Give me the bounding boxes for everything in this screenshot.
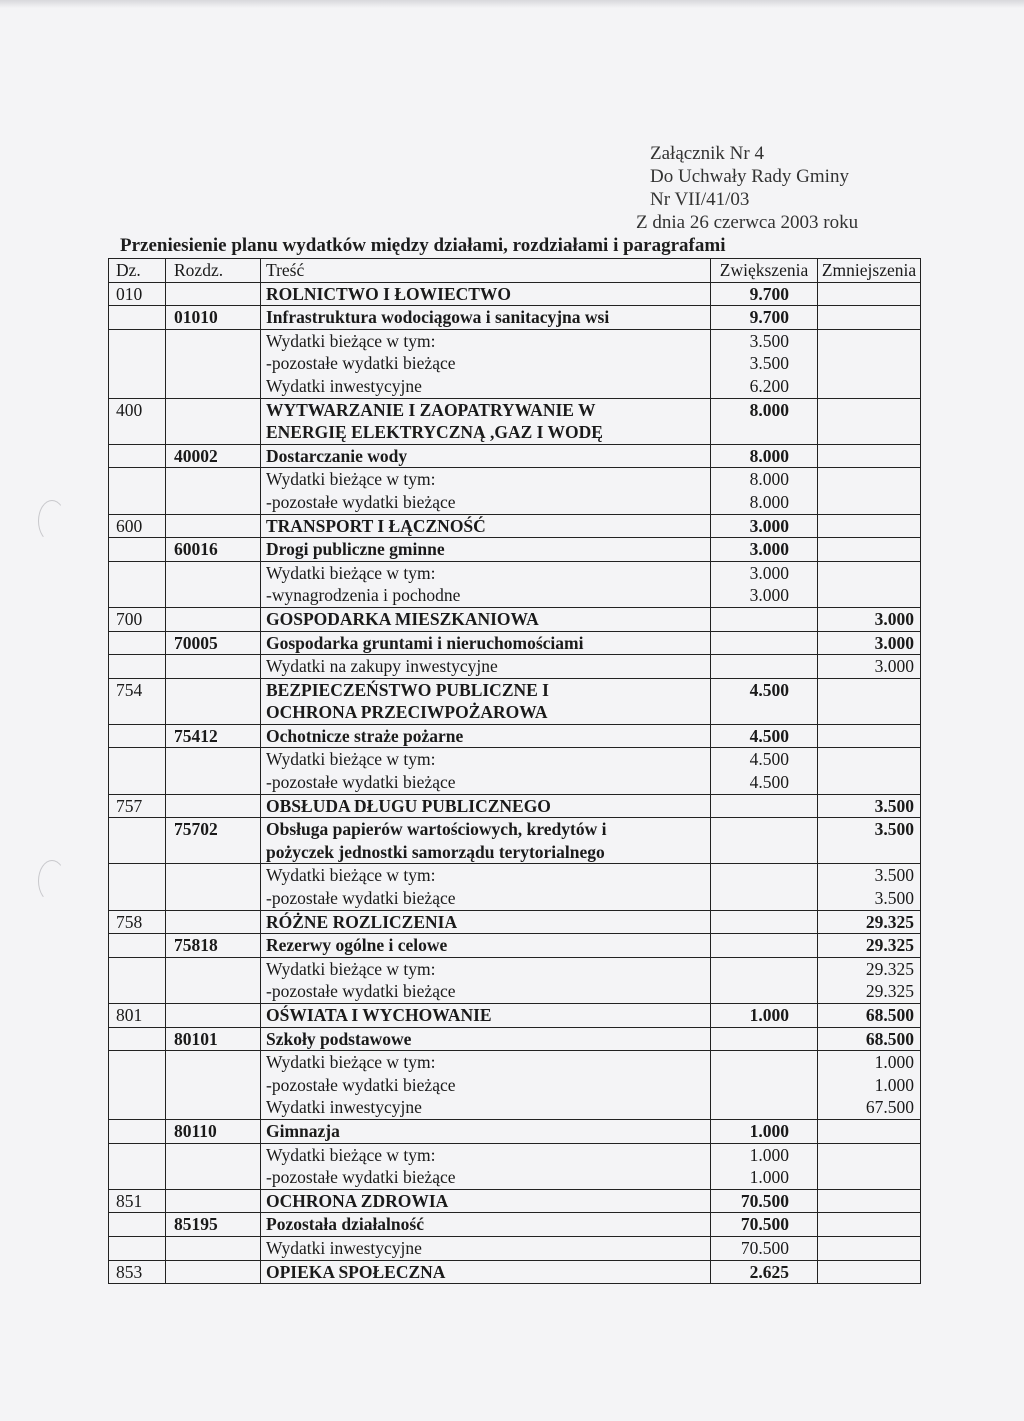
cell-zmniejszenia <box>818 538 921 562</box>
amount-line: 6.200 <box>749 375 789 396</box>
cell-zwiekszenia <box>711 329 818 398</box>
table-row <box>109 631 921 655</box>
cell-tresc <box>261 748 711 794</box>
column-header-tresc: Treść <box>261 259 711 283</box>
cell-dz <box>109 538 166 562</box>
tresc-line: Wydatki bieżące w tym: <box>266 958 436 979</box>
table-row <box>109 1213 921 1237</box>
cell-dz <box>109 1051 166 1120</box>
document-title: Przeniesienie planu wydatków między działami, rozdziałami i paragrafami <box>120 235 726 256</box>
cell-zmniejszenia <box>818 561 921 607</box>
amount-line: 4.500 <box>749 749 789 770</box>
cell-dz <box>109 468 166 514</box>
table-header-row <box>109 259 921 283</box>
cell-zwiekszenia: 3.000 <box>711 538 818 562</box>
cell-dz <box>109 631 166 655</box>
tresc-line: -pozostałe wydatki bieżące <box>266 491 456 512</box>
amount-line <box>823 352 914 375</box>
table-row <box>109 282 921 306</box>
cell-tresc <box>261 468 711 514</box>
cell-rozdz <box>166 282 261 306</box>
cell-tresc <box>261 957 711 1003</box>
cell-tresc <box>261 1027 711 1051</box>
cell-tresc <box>261 398 711 444</box>
cell-zmniejszenia <box>818 1051 921 1120</box>
tresc-line: Obsługa papierów wartościowych, kredytów i <box>266 819 607 840</box>
amount-line <box>716 655 789 678</box>
amount-line <box>823 375 914 398</box>
amount-line <box>823 491 914 514</box>
tresc-line: GOSPODARKA MIESZKANIOWA <box>266 608 539 629</box>
table-row <box>109 864 921 910</box>
cell-dz <box>109 748 166 794</box>
cell-tresc <box>261 329 711 398</box>
cell-zmniejszenia: 3.500 <box>818 818 921 864</box>
table-row <box>109 1236 921 1260</box>
tresc-line: Wydatki bieżące w tym: <box>266 749 436 770</box>
cell-zmniejszenia <box>818 655 921 679</box>
punch-hole-mark <box>38 860 66 902</box>
cell-tresc <box>261 444 711 468</box>
cell-dz: 010 <box>109 282 166 306</box>
amount-line <box>823 1166 914 1189</box>
cell-tresc <box>261 538 711 562</box>
tresc-line: Drogi publiczne gminne <box>266 539 445 560</box>
cell-tresc <box>261 910 711 934</box>
amount-line <box>716 1074 789 1097</box>
cell-rozdz <box>166 607 261 631</box>
cell-zmniejszenia <box>818 1213 921 1237</box>
cell-rozdz: 75412 <box>166 724 261 748</box>
cell-zmniejszenia: 68.500 <box>818 1027 921 1051</box>
amount-line <box>823 748 914 771</box>
table-row <box>109 444 921 468</box>
cell-zmniejszenia <box>818 306 921 330</box>
tresc-line: Wydatki inwestycyjne <box>266 375 422 396</box>
cell-tresc <box>261 607 711 631</box>
cell-zwiekszenia: 1.000 <box>711 1004 818 1028</box>
cell-zwiekszenia <box>711 607 818 631</box>
cell-dz <box>109 1143 166 1189</box>
header-line: Do Uchwały Rady Gminy <box>650 166 849 187</box>
attachment-header <box>626 142 858 234</box>
cell-tresc <box>261 1236 711 1260</box>
tresc-line: Wydatki bieżące w tym: <box>266 330 436 351</box>
tresc-line: OCHRONA ZDROWIA <box>266 1190 449 1211</box>
tresc-line: Szkoły podstawowe <box>266 1028 412 1049</box>
cell-zwiekszenia <box>711 655 818 679</box>
tresc-line: Gospodarka gruntami i nieruchomościami <box>266 632 584 653</box>
cell-dz <box>109 934 166 958</box>
cell-zwiekszenia: 4.500 <box>711 678 818 724</box>
tresc-line: WYTWARZANIE I ZAOPATRYWANIE W <box>266 399 596 420</box>
tresc-line: pożyczek jednostki samorządu terytorialnego <box>266 841 605 862</box>
cell-zwiekszenia <box>711 631 818 655</box>
tresc-line: RÓŻNE ROZLICZENIA <box>266 911 458 932</box>
amount-line <box>823 562 914 585</box>
table-row <box>109 934 921 958</box>
cell-zwiekszenia <box>711 794 818 818</box>
amount-line: 3.000 <box>749 562 789 583</box>
cell-zmniejszenia: 3.500 <box>818 794 921 818</box>
cell-zmniejszenia <box>818 724 921 748</box>
amount-line: 1.000 <box>874 1052 914 1073</box>
amount-line <box>716 980 789 1003</box>
cell-zwiekszenia: 2.625 <box>711 1260 818 1284</box>
amount-line: 3.500 <box>749 330 789 351</box>
cell-tresc <box>261 655 711 679</box>
cell-zwiekszenia <box>711 864 818 910</box>
table-row <box>109 678 921 724</box>
cell-zwiekszenia <box>711 1051 818 1120</box>
cell-zwiekszenia: 3.000 <box>711 514 818 538</box>
cell-tresc <box>261 306 711 330</box>
table-row <box>109 468 921 514</box>
cell-dz <box>109 655 166 679</box>
tresc-line: Wydatki na zakupy inwestycyjne <box>266 656 498 677</box>
cell-tresc <box>261 1260 711 1284</box>
cell-tresc <box>261 864 711 910</box>
cell-rozdz: 75818 <box>166 934 261 958</box>
table-row <box>109 1027 921 1051</box>
cell-dz <box>109 818 166 864</box>
cell-zwiekszenia <box>711 1027 818 1051</box>
cell-zmniejszenia <box>818 678 921 724</box>
cell-rozdz: 60016 <box>166 538 261 562</box>
cell-zwiekszenia <box>711 818 818 864</box>
cell-rozdz <box>166 329 261 398</box>
cell-tresc <box>261 934 711 958</box>
cell-rozdz <box>166 678 261 724</box>
table-row <box>109 1143 921 1189</box>
tresc-line: ROLNICTWO I ŁOWIECTWO <box>266 283 512 304</box>
cell-tresc <box>261 1119 711 1143</box>
table-row <box>109 724 921 748</box>
cell-rozdz <box>166 748 261 794</box>
cell-tresc <box>261 678 711 724</box>
cell-rozdz <box>166 655 261 679</box>
cell-dz <box>109 306 166 330</box>
amount-line: 4.500 <box>749 772 789 793</box>
cell-zmniejszenia <box>818 398 921 444</box>
cell-dz: 853 <box>109 1260 166 1284</box>
tresc-line: Wydatki bieżące w tym: <box>266 1052 436 1073</box>
cell-dz: 758 <box>109 910 166 934</box>
cell-rozdz: 85195 <box>166 1213 261 1237</box>
tresc-line: TRANSPORT I ŁĄCZNOŚĆ <box>266 515 486 536</box>
cell-tresc <box>261 631 711 655</box>
cell-zmniejszenia: 3.000 <box>818 607 921 631</box>
tresc-line: -pozostałe wydatki bieżące <box>266 1074 456 1095</box>
tresc-line: Dostarczanie wody <box>266 445 408 466</box>
cell-dz <box>109 561 166 607</box>
amount-line: 67.500 <box>865 1097 914 1118</box>
cell-zmniejszenia <box>818 1143 921 1189</box>
cell-zmniejszenia <box>818 1119 921 1143</box>
cell-dz <box>109 1236 166 1260</box>
cell-zmniejszenia: 68.500 <box>818 1004 921 1028</box>
tresc-line: Wydatki bieżące w tym: <box>266 1144 436 1165</box>
tresc-line: -pozostałe wydatki bieżące <box>266 981 456 1002</box>
cell-dz <box>109 329 166 398</box>
cell-rozdz <box>166 398 261 444</box>
cell-rozdz <box>166 1143 261 1189</box>
amount-line <box>823 1144 914 1167</box>
cell-rozdz: 70005 <box>166 631 261 655</box>
tresc-line: OBSŁUDA DŁUGU PUBLICZNEGO <box>266 795 551 816</box>
cell-zwiekszenia <box>711 934 818 958</box>
cell-dz <box>109 957 166 1003</box>
amount-line <box>823 1237 914 1260</box>
amount-line <box>716 864 789 887</box>
cell-rozdz <box>166 1189 261 1213</box>
cell-tresc <box>261 818 711 864</box>
cell-zmniejszenia <box>818 1236 921 1260</box>
cell-rozdz <box>166 1004 261 1028</box>
cell-zmniejszenia <box>818 329 921 398</box>
tresc-line: Wydatki bieżące w tym: <box>266 865 436 886</box>
tresc-line: -pozostałe wydatki bieżące <box>266 1167 456 1188</box>
cell-rozdz <box>166 561 261 607</box>
cell-dz: 801 <box>109 1004 166 1028</box>
cell-zmniejszenia <box>818 468 921 514</box>
cell-rozdz: 01010 <box>166 306 261 330</box>
cell-rozdz <box>166 794 261 818</box>
cell-zwiekszenia: 1.000 <box>711 1119 818 1143</box>
cell-zmniejszenia <box>818 444 921 468</box>
tresc-line: BEZPIECZEŃSTWO PUBLICZNE I <box>266 679 549 700</box>
cell-zmniejszenia <box>818 282 921 306</box>
cell-rozdz: 80101 <box>166 1027 261 1051</box>
cell-rozdz: 40002 <box>166 444 261 468</box>
table-row <box>109 957 921 1003</box>
cell-zmniejszenia <box>818 957 921 1003</box>
column-header-dz: Dz. <box>109 259 166 283</box>
header-line: Załącznik Nr 4 <box>650 143 764 164</box>
cell-zwiekszenia <box>711 910 818 934</box>
amount-line <box>823 468 914 491</box>
tresc-line: Rezerwy ogólne i celowe <box>266 935 448 956</box>
cell-zmniejszenia <box>818 1260 921 1284</box>
header-line: Z dnia 26 czerwca 2003 roku <box>636 212 859 233</box>
cell-tresc <box>261 561 711 607</box>
cell-zwiekszenia <box>711 748 818 794</box>
column-header-zwiekszenia: Zwiększenia <box>711 259 818 283</box>
amount-line: 1.000 <box>749 1144 789 1165</box>
cell-rozdz <box>166 468 261 514</box>
table-row <box>109 1004 921 1028</box>
cell-zmniejszenia: 3.000 <box>818 631 921 655</box>
cell-zmniejszenia <box>818 514 921 538</box>
cell-rozdz <box>166 864 261 910</box>
cell-tresc <box>261 1143 711 1189</box>
amount-line <box>716 1051 789 1074</box>
table-row <box>109 607 921 631</box>
table-row <box>109 748 921 794</box>
amount-line: 3.000 <box>874 656 914 677</box>
tresc-line: OPIEKA SPOŁECZNA <box>266 1261 446 1282</box>
cell-zwiekszenia <box>711 957 818 1003</box>
cell-dz: 851 <box>109 1189 166 1213</box>
tresc-line: -pozostałe wydatki bieżące <box>266 772 456 793</box>
tresc-line: Ochotnicze straże pożarne <box>266 725 464 746</box>
amount-line <box>823 330 914 353</box>
cell-dz <box>109 864 166 910</box>
table-row <box>109 329 921 398</box>
cell-dz: 700 <box>109 607 166 631</box>
cell-rozdz: 80110 <box>166 1119 261 1143</box>
cell-zmniejszenia <box>818 864 921 910</box>
tresc-line: Wydatki inwestycyjne <box>266 1237 422 1258</box>
scan-top-edge <box>0 0 1024 8</box>
tresc-line: -wynagrodzenia i pochodne <box>266 585 461 606</box>
table-row <box>109 1260 921 1284</box>
amount-line: 1.000 <box>749 1167 789 1188</box>
cell-zwiekszenia: 8.000 <box>711 444 818 468</box>
cell-rozdz <box>166 514 261 538</box>
cell-tresc <box>261 282 711 306</box>
tresc-line: -pozostałe wydatki bieżące <box>266 888 456 909</box>
amount-line: 8.000 <box>749 469 789 490</box>
cell-zmniejszenia <box>818 1189 921 1213</box>
amount-line: 8.000 <box>749 491 789 512</box>
cell-zwiekszenia <box>711 468 818 514</box>
cell-zwiekszenia <box>711 1236 818 1260</box>
tresc-line: Wydatki bieżące w tym: <box>266 562 436 583</box>
tresc-line: Gimnazja <box>266 1120 340 1141</box>
amount-line <box>716 958 789 981</box>
cell-zmniejszenia: 29.325 <box>818 910 921 934</box>
amount-line: 70.500 <box>740 1237 789 1258</box>
table-row <box>109 514 921 538</box>
tresc-line: Wydatki inwestycyjne <box>266 1097 422 1118</box>
cell-rozdz <box>166 1236 261 1260</box>
tresc-line: Pozostała działalność <box>266 1214 424 1235</box>
cell-zwiekszenia: 8.000 <box>711 398 818 444</box>
amount-line: 1.000 <box>874 1074 914 1095</box>
cell-tresc <box>261 1051 711 1120</box>
amount-line: 29.325 <box>865 981 914 1002</box>
cell-dz: 754 <box>109 678 166 724</box>
cell-tresc <box>261 1189 711 1213</box>
table-row <box>109 538 921 562</box>
amount-line <box>823 771 914 794</box>
cell-dz <box>109 724 166 748</box>
cell-rozdz: 75702 <box>166 818 261 864</box>
cell-rozdz <box>166 1260 261 1284</box>
tresc-line: Infrastruktura wodociągowa i sanitacyjna wsi <box>266 307 610 328</box>
cell-zwiekszenia: 4.500 <box>711 724 818 748</box>
table-row <box>109 655 921 679</box>
cell-rozdz <box>166 1051 261 1120</box>
cell-zwiekszenia: 70.500 <box>711 1189 818 1213</box>
amount-line: 3.500 <box>874 865 914 886</box>
cell-zmniejszenia <box>818 748 921 794</box>
cell-zwiekszenia: 9.700 <box>711 282 818 306</box>
cell-rozdz <box>166 957 261 1003</box>
cell-zwiekszenia: 70.500 <box>711 1213 818 1237</box>
cell-tresc <box>261 1004 711 1028</box>
tresc-line: -pozostałe wydatki bieżące <box>266 353 456 374</box>
table-row <box>109 561 921 607</box>
tresc-line: OCHRONA PRZECIWPOŻAROWA <box>266 702 548 723</box>
cell-dz <box>109 1213 166 1237</box>
table-row <box>109 398 921 444</box>
table-row <box>109 818 921 864</box>
column-header-rozdz: Rozdz. <box>166 259 261 283</box>
cell-zwiekszenia: 9.700 <box>711 306 818 330</box>
cell-dz <box>109 1027 166 1051</box>
punch-hole-mark <box>38 500 66 542</box>
table-row <box>109 1051 921 1120</box>
table-row <box>109 794 921 818</box>
cell-tresc <box>261 1213 711 1237</box>
cell-tresc <box>261 794 711 818</box>
tresc-line: Wydatki bieżące w tym: <box>266 469 436 490</box>
table-row <box>109 1189 921 1213</box>
cell-dz <box>109 444 166 468</box>
cell-rozdz <box>166 910 261 934</box>
tresc-line: ENERGIĘ ELEKTRYCZNĄ ,GAZ I WODĘ <box>266 422 603 443</box>
cell-dz: 757 <box>109 794 166 818</box>
table-row <box>109 1119 921 1143</box>
cell-zmniejszenia: 29.325 <box>818 934 921 958</box>
budget-table <box>108 258 921 1284</box>
cell-dz <box>109 1119 166 1143</box>
cell-dz: 600 <box>109 514 166 538</box>
table-row <box>109 910 921 934</box>
cell-zwiekszenia <box>711 1143 818 1189</box>
cell-zwiekszenia <box>711 561 818 607</box>
column-header-zmniejszenia: Zmniejszenia <box>818 259 921 283</box>
amount-line: 3.000 <box>749 585 789 606</box>
cell-tresc <box>261 724 711 748</box>
amount-line <box>716 887 789 910</box>
amount-line <box>716 1096 789 1119</box>
amount-line <box>823 584 914 607</box>
amount-line: 29.325 <box>865 958 914 979</box>
table-row <box>109 306 921 330</box>
cell-tresc <box>261 514 711 538</box>
tresc-line: OŚWIATA I WYCHOWANIE <box>266 1005 492 1025</box>
amount-line: 3.500 <box>749 353 789 374</box>
amount-line: 3.500 <box>874 888 914 909</box>
cell-dz: 400 <box>109 398 166 444</box>
header-line: Nr VII/41/03 <box>650 189 750 210</box>
